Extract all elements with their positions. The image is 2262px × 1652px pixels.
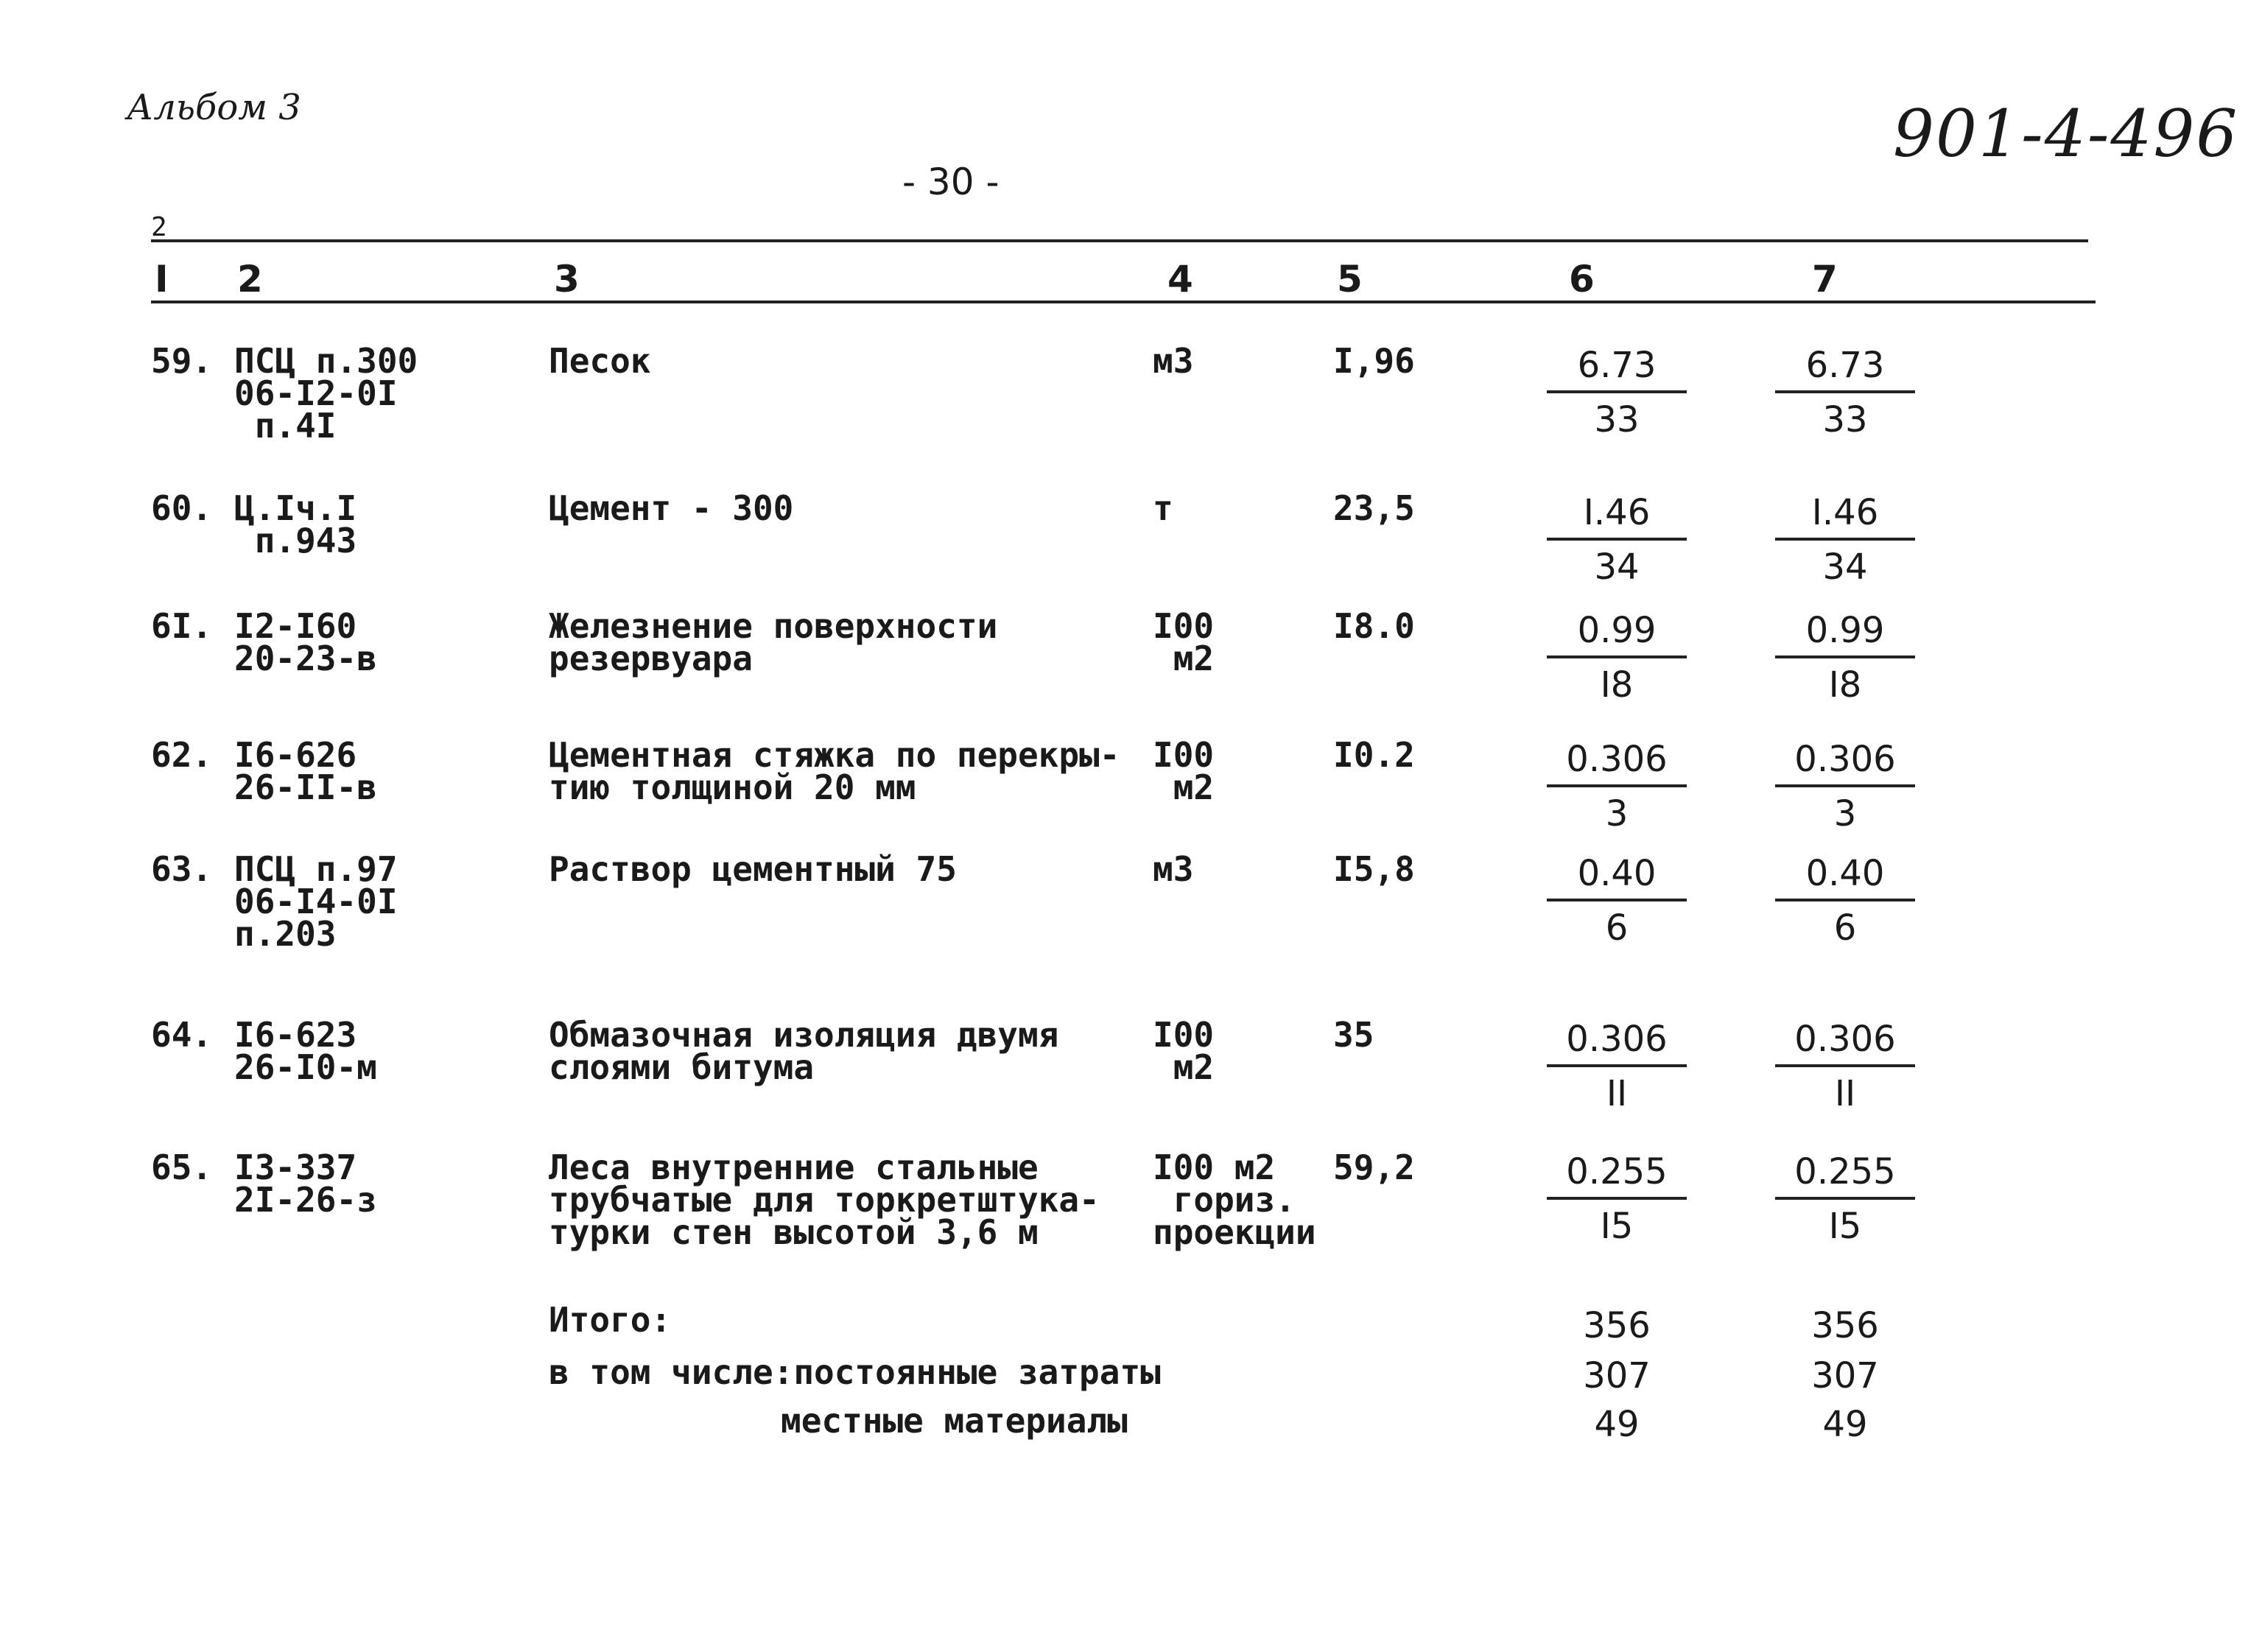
row-unit: т — [1153, 488, 1173, 528]
row-quantity: I,96 — [1333, 341, 1415, 381]
row-unit: м3 — [1153, 341, 1194, 381]
row-col7-fraction — [1775, 345, 1915, 440]
column-header-4: 4 — [1167, 258, 1193, 300]
column-header-6: 6 — [1569, 258, 1595, 300]
row-name: Железнение поверхности резервуара — [549, 606, 998, 678]
col7-denominator: 6 — [1833, 907, 1857, 949]
column-header-2: 2 — [237, 258, 263, 300]
local-col7: 49 — [1822, 1404, 1868, 1445]
col7-denominator: 34 — [1822, 546, 1868, 588]
row-code: ПСЦ п.97 06-I4-0I п.203 — [234, 849, 398, 954]
top-rule — [151, 239, 2088, 242]
row-col7-fraction — [1775, 610, 1915, 706]
column-header-1: I — [155, 258, 169, 300]
col7-numerator: I.46 — [1775, 492, 1915, 541]
row-unit: I00 м2 — [1153, 735, 1215, 807]
row-number: 62. — [151, 735, 213, 775]
document-code: 901-4-496 — [1893, 96, 2239, 172]
row-code: I2-I60 20-23-в — [234, 606, 377, 678]
col7-denominator: I8 — [1828, 664, 1862, 706]
row-number: 6I. — [151, 606, 213, 646]
row-col6-fraction — [1547, 853, 1687, 949]
header-rule — [151, 300, 2096, 303]
col7-numerator: 0.255 — [1775, 1151, 1915, 1200]
row-col6-fraction — [1547, 492, 1687, 588]
col6-numerator: 0.255 — [1547, 1151, 1687, 1200]
col6-denominator: 3 — [1605, 793, 1629, 834]
row-name: Обмазочная изоляция двумя слоями битума — [549, 1015, 1059, 1087]
column-header-5: 5 — [1337, 258, 1363, 300]
row-col7-fraction — [1775, 1019, 1915, 1114]
album-note: Альбом 3 — [127, 87, 301, 128]
row-code: I3-337 2I-26-з — [234, 1147, 377, 1220]
page-number: - 30 - — [902, 161, 1000, 203]
col7-numerator: 6.73 — [1775, 345, 1915, 393]
column-header-7: 7 — [1812, 258, 1838, 300]
col6-numerator: 0.40 — [1547, 853, 1687, 901]
col6-numerator: 0.306 — [1547, 739, 1687, 787]
row-quantity: I8.0 — [1333, 606, 1415, 646]
col7-denominator: I5 — [1828, 1206, 1862, 1247]
local-materials-label: местные материалы — [781, 1401, 1128, 1441]
row-col6-fraction — [1547, 610, 1687, 706]
col7-numerator: 0.99 — [1775, 610, 1915, 658]
row-quantity: I5,8 — [1333, 849, 1415, 889]
column-header-3: 3 — [554, 258, 580, 300]
row-code: I6-626 26-II-в — [234, 735, 377, 807]
row-code: ПСЦ п.300 06-I2-0I п.4I — [234, 341, 418, 446]
constant-col6: 307 — [1583, 1355, 1651, 1396]
col7-numerator: 0.40 — [1775, 853, 1915, 901]
col6-numerator: 0.306 — [1547, 1019, 1687, 1067]
col6-numerator: 0.99 — [1547, 610, 1687, 658]
col6-denominator: 6 — [1605, 907, 1629, 949]
row-number: 64. — [151, 1015, 213, 1055]
row-col6-fraction — [1547, 739, 1687, 834]
col7-numerator: 0.306 — [1775, 739, 1915, 787]
row-col6-fraction — [1547, 1151, 1687, 1247]
row-quantity: 59,2 — [1333, 1147, 1415, 1187]
local-col6: 49 — [1594, 1404, 1640, 1445]
row-quantity: 23,5 — [1333, 488, 1415, 528]
col6-numerator: I.46 — [1547, 492, 1687, 541]
col6-denominator: 34 — [1594, 546, 1640, 588]
row-number: 65. — [151, 1147, 213, 1187]
col7-denominator: 3 — [1833, 793, 1857, 834]
col6-denominator: I8 — [1600, 664, 1634, 706]
row-name: Раствор цементный 75 — [549, 849, 957, 889]
row-unit: I00 м2 гориз. проекции — [1153, 1147, 1316, 1252]
row-name: Леса внутренние стальные трубчатые для торкретштука- турки стен высотой 3,6 м — [549, 1147, 1100, 1252]
row-col7-fraction — [1775, 492, 1915, 588]
row-code: I6-623 26-I0-м — [234, 1015, 377, 1087]
col7-numerator: 0.306 — [1775, 1019, 1915, 1067]
row-name: Цементная стяжка по перекры- тию толщиной 20 мм — [549, 735, 1120, 807]
row-number: 60. — [151, 488, 213, 528]
total-col6: 356 — [1583, 1305, 1651, 1346]
row-col7-fraction — [1775, 739, 1915, 834]
total-col7: 356 — [1811, 1305, 1879, 1346]
row-quantity: I0.2 — [1333, 735, 1415, 775]
row-code: Ц.Iч.I п.943 — [234, 488, 357, 560]
row-number: 63. — [151, 849, 213, 889]
top-mark: 2 — [151, 212, 167, 242]
col7-denominator: II — [1834, 1073, 1856, 1114]
total-label: Итого: — [549, 1300, 672, 1340]
row-unit: I00 м2 — [1153, 606, 1215, 678]
row-name: Цемент - 300 — [549, 488, 794, 528]
row-col7-fraction — [1775, 1151, 1915, 1247]
constant-col7: 307 — [1811, 1355, 1879, 1396]
row-col6-fraction — [1547, 1019, 1687, 1114]
row-name: Песок — [549, 341, 651, 381]
including-constant-label: в том числе:постоянные затраты — [549, 1352, 1161, 1392]
row-unit: I00 м2 — [1153, 1015, 1215, 1087]
row-col7-fraction — [1775, 853, 1915, 949]
col6-denominator: I5 — [1600, 1206, 1634, 1247]
col6-numerator: 6.73 — [1547, 345, 1687, 393]
row-col6-fraction — [1547, 345, 1687, 440]
col6-denominator: 33 — [1594, 399, 1640, 440]
row-quantity: 35 — [1333, 1015, 1374, 1055]
col7-denominator: 33 — [1822, 399, 1868, 440]
row-number: 59. — [151, 341, 213, 381]
row-unit: м3 — [1153, 849, 1194, 889]
col6-denominator: II — [1606, 1073, 1628, 1114]
